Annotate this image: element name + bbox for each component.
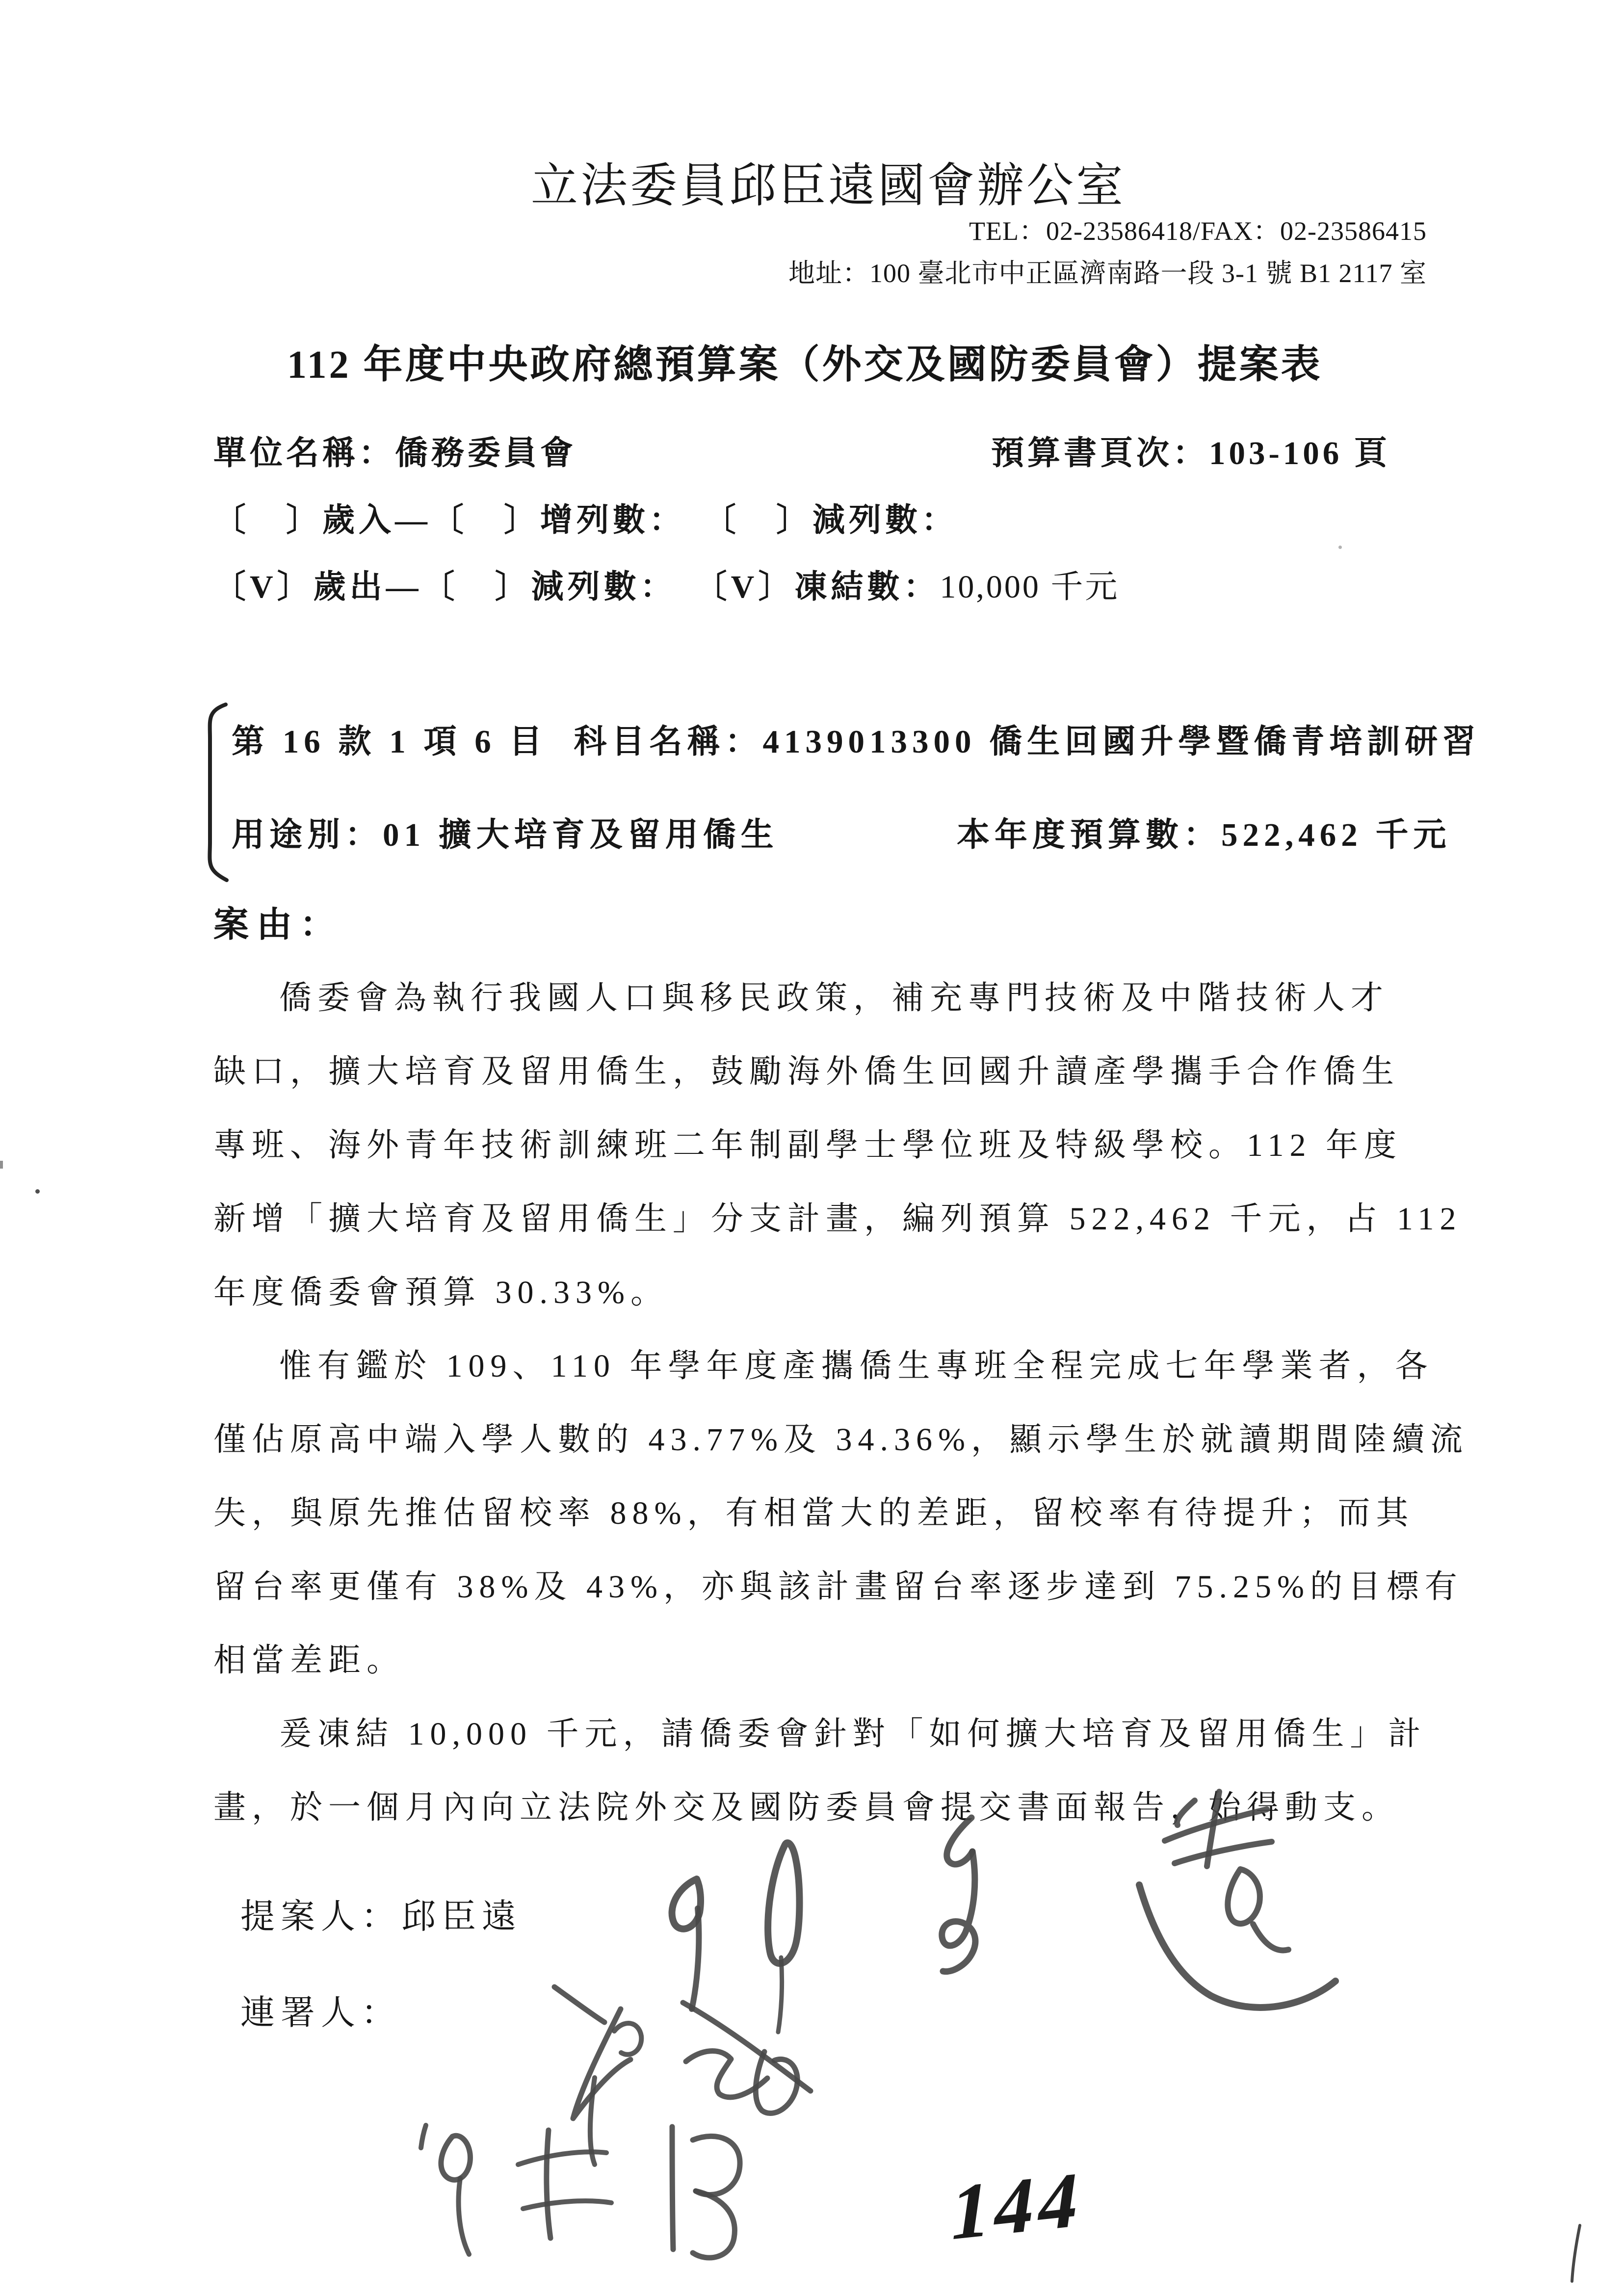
case-line: 專班、海外青年技術訓練班二年制副學士學位班及特級學校。112 年度 bbox=[213, 1127, 1403, 1163]
unit-name-row bbox=[213, 427, 576, 474]
cosigner-row bbox=[240, 1985, 401, 2035]
tel-fax-line: TEL：02-23586418/FAX：02-23586415 bbox=[969, 216, 1427, 246]
cosigner-label: 連署人： bbox=[240, 1994, 401, 2032]
proposer-name: 邱臣遠 bbox=[401, 1898, 522, 1936]
usage-value: 01 擴大培育及留用僑生 bbox=[383, 817, 779, 853]
scan-speck bbox=[1338, 546, 1342, 549]
handwritten-page-number: 144 bbox=[944, 2154, 1089, 2257]
case-line: 畫，於一個月內向立法院外交及國防委員會提交書面報告，始得動支。 bbox=[213, 1790, 1400, 1826]
case-line: 年度僑委會預算 30.33%。 bbox=[213, 1275, 669, 1310]
subject-name-value: 4139013300 僑生回國升學暨僑青培訓研習 bbox=[762, 724, 1481, 760]
freeze-option-label: 〔V〕凍結數： bbox=[710, 569, 940, 605]
annual-budget-value: 522,462 千元 bbox=[1221, 817, 1451, 853]
case-line: 留台率更僅有 38%及 43%，亦與該計畫留台率逐步達到 75.25%的目標有 bbox=[213, 1569, 1463, 1605]
office-title: 立法委員邱臣遠國會辦公室 bbox=[531, 159, 1126, 212]
form-title: 112 年度中央政府總預算案（外交及國防委員會）提案表 bbox=[287, 343, 1323, 387]
budget-page-value: 103-106 頁 bbox=[1209, 435, 1391, 471]
subject-item-row bbox=[232, 715, 1480, 762]
annual-budget-label: 本年度預算數： bbox=[957, 817, 1221, 853]
scan-speck bbox=[35, 1189, 40, 1194]
usage-row bbox=[232, 809, 779, 856]
address-line: 地址：100 臺北市中正區濟南路一段 3-1 號 B1 2117 室 bbox=[788, 259, 1427, 288]
case-line: 爰凍結 10,000 千元，請僑委會針對「如何擴大培育及留用僑生」計 bbox=[279, 1716, 1427, 1752]
annual-budget-row bbox=[957, 809, 1451, 856]
usage-label: 用途別： bbox=[232, 817, 383, 853]
revenue-decrease-option: 〔 〕減列數： bbox=[720, 502, 958, 538]
case-line: 新增「擴大培育及留用僑生」分支計畫，編列預算 522,462 千元，占 112 bbox=[213, 1201, 1462, 1237]
item-number: 第 16 款 1 項 6 目 bbox=[232, 724, 547, 760]
proposer-label: 提案人： bbox=[240, 1898, 401, 1936]
checkbox-row-expenditure bbox=[213, 560, 1119, 607]
scan-speck bbox=[0, 1161, 3, 1169]
case-heading: 案由： bbox=[213, 905, 343, 944]
proposer-row bbox=[240, 1889, 522, 1938]
cosigner-signature-2 bbox=[397, 2085, 790, 2281]
unit-name-value: 僑務委員會 bbox=[395, 435, 576, 471]
expenditure-decrease-option: 〔V〕歲出—〔 〕減列數： bbox=[213, 569, 677, 605]
section-bracket bbox=[192, 701, 236, 887]
pen-mark bbox=[1566, 2221, 1591, 2285]
freeze-amount-value: 10,000 千元 bbox=[940, 569, 1120, 605]
case-line: 僅佔原高中端入學人數的 43.77%及 34.36%，顯示學生於就讀期間陸續流 bbox=[213, 1422, 1468, 1458]
revenue-increase-option: 〔 〕歲入—〔 〕增列數： bbox=[213, 502, 685, 538]
case-line: 失，與原先推估留校率 88%，有相當大的差距，留校率有待提升；而其 bbox=[213, 1495, 1414, 1531]
case-line: 相當差距。 bbox=[213, 1643, 405, 1678]
budget-page-row bbox=[991, 427, 1390, 474]
budget-page-label: 預算書頁次： bbox=[991, 435, 1209, 471]
case-line: 惟有鑑於 109、110 年學年度產攜僑生專班全程完成七年學業者，各 bbox=[279, 1348, 1434, 1384]
subject-name-label: 科目名稱： bbox=[574, 724, 763, 760]
case-line: 缺口，擴大培育及留用僑生，鼓勵海外僑生回國升讀產學攜手合作僑生 bbox=[213, 1054, 1400, 1090]
unit-name-label: 單位名稱： bbox=[213, 435, 395, 471]
checkbox-row-revenue bbox=[213, 494, 958, 540]
case-line: 僑委會為執行我國人口與移民政策，補充專門技術及中階技術人才 bbox=[279, 980, 1389, 1016]
